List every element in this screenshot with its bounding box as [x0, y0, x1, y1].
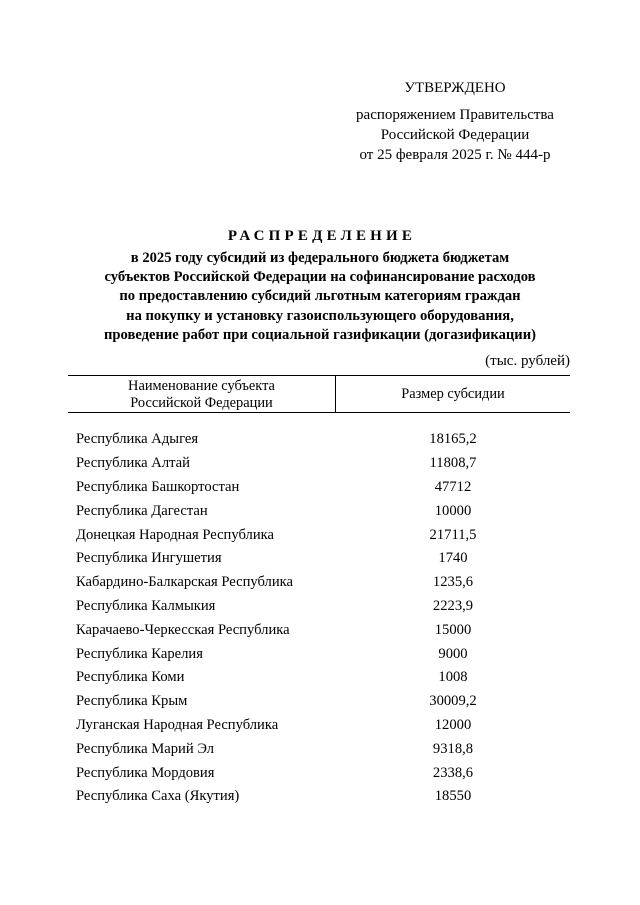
subtitle-line: субъектов Российской Федерации на софинансирование расходов	[104, 269, 536, 286]
approval-line-1: распоряжением Правительства	[356, 107, 554, 123]
region-name: Республика Алтай	[76, 455, 190, 472]
region-name: Луганская Народная Республика	[76, 716, 279, 733]
subsidy-amount: 10000	[434, 502, 472, 519]
document-subtitle	[0, 249, 640, 345]
subsidy-amount: 2223,9	[432, 597, 474, 614]
region-name: Республика Дагестан	[76, 502, 208, 519]
region-name: Республика Коми	[76, 669, 185, 686]
region-name: Карачаево-Черкесская Республика	[76, 621, 290, 638]
region-name: Республика Адыгея	[76, 431, 199, 448]
subsidy-amount: 1235,6	[432, 574, 474, 591]
document-title: РАСПРЕДЕЛЕНИЕ	[227, 228, 417, 244]
subsidy-amount: 30009,2	[429, 693, 477, 710]
subtitle-line: в 2025 году субсидий из федерального бюджета бюджетам	[130, 250, 510, 266]
region-name: Республика Марий Эл	[76, 740, 215, 757]
table-row	[76, 690, 570, 714]
region-name: Республика Калмыкия	[76, 597, 216, 614]
subsidy-amount: 15000	[434, 621, 472, 638]
units-label: (тыс. рублей)	[485, 353, 570, 369]
subtitle-line: проведение работ при социальной газификации (догазификации)	[103, 326, 536, 343]
region-name: Республика Башкортостан	[76, 478, 240, 495]
region-name: Республика Ингушетия	[76, 550, 222, 567]
header-name-line-2: Российской Федерации	[130, 395, 273, 411]
subsidy-amount: 18550	[434, 788, 472, 805]
header-value-cell: Размер субсидии	[401, 386, 505, 402]
region-name: Республика Карелия	[76, 645, 203, 662]
table-row	[76, 547, 570, 571]
subsidy-amount: 11808,7	[429, 455, 477, 472]
table-body	[76, 428, 570, 809]
table-row	[76, 618, 570, 642]
subsidy-amount: 47712	[434, 478, 472, 495]
subtitle-line: на покупку и установку газоиспользующего оборудования,	[126, 307, 514, 324]
subtitle-line: по предоставлению субсидий льготным категориям граждан	[119, 288, 521, 305]
subsidy-amount: 9000	[438, 645, 468, 662]
subsidy-amount: 21711,5	[429, 526, 477, 543]
region-name: Донецкая Народная Республика	[76, 526, 274, 543]
subsidy-amount: 2338,6	[432, 764, 474, 781]
table-row	[76, 571, 570, 595]
table-row	[76, 761, 570, 785]
header-name-line-1: Наименование субъекта	[128, 378, 275, 394]
approval-heading: УТВЕРЖДЕНО	[404, 80, 506, 96]
header-name-cell	[68, 376, 336, 412]
subsidy-amount: 9318,8	[432, 740, 474, 757]
table-row	[76, 428, 570, 452]
table-row	[76, 476, 570, 500]
table-row	[76, 666, 570, 690]
region-name: Республика Крым	[76, 693, 188, 710]
subsidy-amount: 12000	[434, 716, 472, 733]
region-name: Кабардино-Балкарская Республика	[76, 574, 293, 591]
subsidy-amount: 1740	[438, 550, 468, 567]
region-name: Республика Мордовия	[76, 764, 215, 781]
table-row	[76, 785, 570, 809]
approval-block	[340, 78, 570, 165]
region-name: Республика Саха (Якутия)	[76, 788, 240, 805]
table-row	[76, 452, 570, 476]
table-header	[68, 375, 570, 413]
table-row	[76, 499, 570, 523]
table-row	[76, 523, 570, 547]
table-row	[76, 737, 570, 761]
table-row	[76, 714, 570, 738]
approval-line-3: от 25 февраля 2025 г. № 444-р	[359, 147, 551, 163]
approval-line-2: Российской Федерации	[380, 127, 530, 143]
table-row	[76, 642, 570, 666]
table-row	[76, 595, 570, 619]
subsidy-amount: 1008	[438, 669, 468, 686]
subsidy-amount: 18165,2	[429, 431, 477, 448]
